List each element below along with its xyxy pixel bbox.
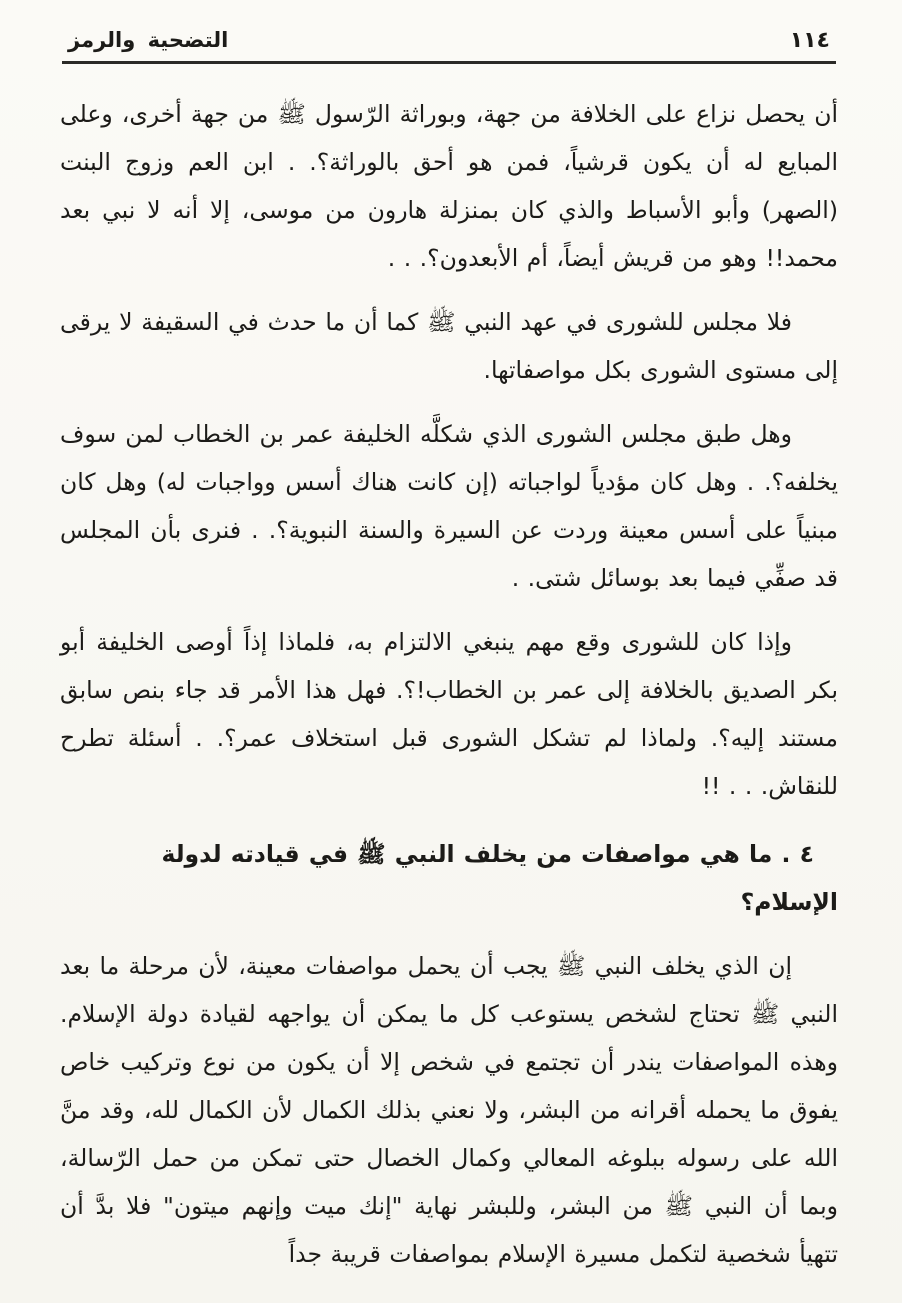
body-paragraph-5: إن الذي يخلف النبي ﷺ يجب أن يحمل مواصفات معينة، لأن مرحلة ما بعد النبي ﷺ تحتاج لشخص يستوعب كل ما يمكن أن يواجهه لقيادة دولة الإسلام. وهذه المواصفات يندر أن تجتمع في شخص إلا أن يكون من نوع وتركيب خاص يفوق ما يحمله أقرانه من البشر، ولا نعني بذلك الكمال لأن الكمال لله، وقد منَّ الله على رسوله ببلوغه المعالي وكمال الخصال حتى تمكن من حمل الرّسالة، وبما أن النبي ﷺ من البشر، وللبشر نهاية "إنك ميت وإنهم ميتون" فلا بدَّ أن تتهيأ شخصية لتكمل مسيرة الإسلام بمواصفات قريبة جداً — [60, 952, 838, 1268]
page-body — [60, 64, 838, 1278]
section-heading: ٤ . ما هي مواصفات من يخلف النبي ﷺ في قيادته لدولة الإسلام؟ — [161, 840, 838, 916]
header-title: التضحية والرمز — [68, 28, 229, 52]
page-header — [60, 26, 838, 61]
body-paragraph-2: فلا مجلس للشورى في عهد النبي ﷺ كما أن ما حدث في السقيفة لا يرقى إلى مستوى الشورى بكل مواصفاتها. — [60, 308, 838, 384]
page-number: ١١٤ — [789, 28, 830, 53]
body-paragraph-3: وهل طبق مجلس الشورى الذي شكلَّه الخليفة عمر بن الخطاب لمن سوف يخلفه؟. . وهل كان مؤدياً لواجباته (إن كانت هناك أسس وواجبات له) وهل كان مبنياً على أسس معينة وردت عن السيرة والسنة النبوية؟. . فنرى بأن المجلس قد صفِّي فيما بعد بوسائل شتى. . — [60, 420, 838, 592]
body-paragraph-4: وإذا كان للشورى وقع مهم ينبغي الالتزام به، فلماذا إذاً أوصى الخليفة أبو بكر الصديق بالخلافة إلى عمر بن الخطاب!؟. فهل هذا الأمر قد جاء بنص سابق مستند إليه؟. ولماذا لم تشكل الشورى قبل استخلاف عمر؟. . أسئلة تطرح للنقاش. . . !! — [60, 628, 838, 800]
body-paragraph-1: أن يحصل نزاع على الخلافة من جهة، وبوراثة الرّسول ﷺ من جهة أخرى، وعلى المبايع له أن يكون قرشياً، فمن هو أحق بالوراثة؟. . ابن العم وزوج البنت (الصهر) وأبو الأسباط والذي كان بمنزلة هارون من موسى، إلا أنه لا نبي بعد محمد!! وهو من قريش أيضاً، أم الأبعدون؟. . . — [60, 100, 838, 272]
